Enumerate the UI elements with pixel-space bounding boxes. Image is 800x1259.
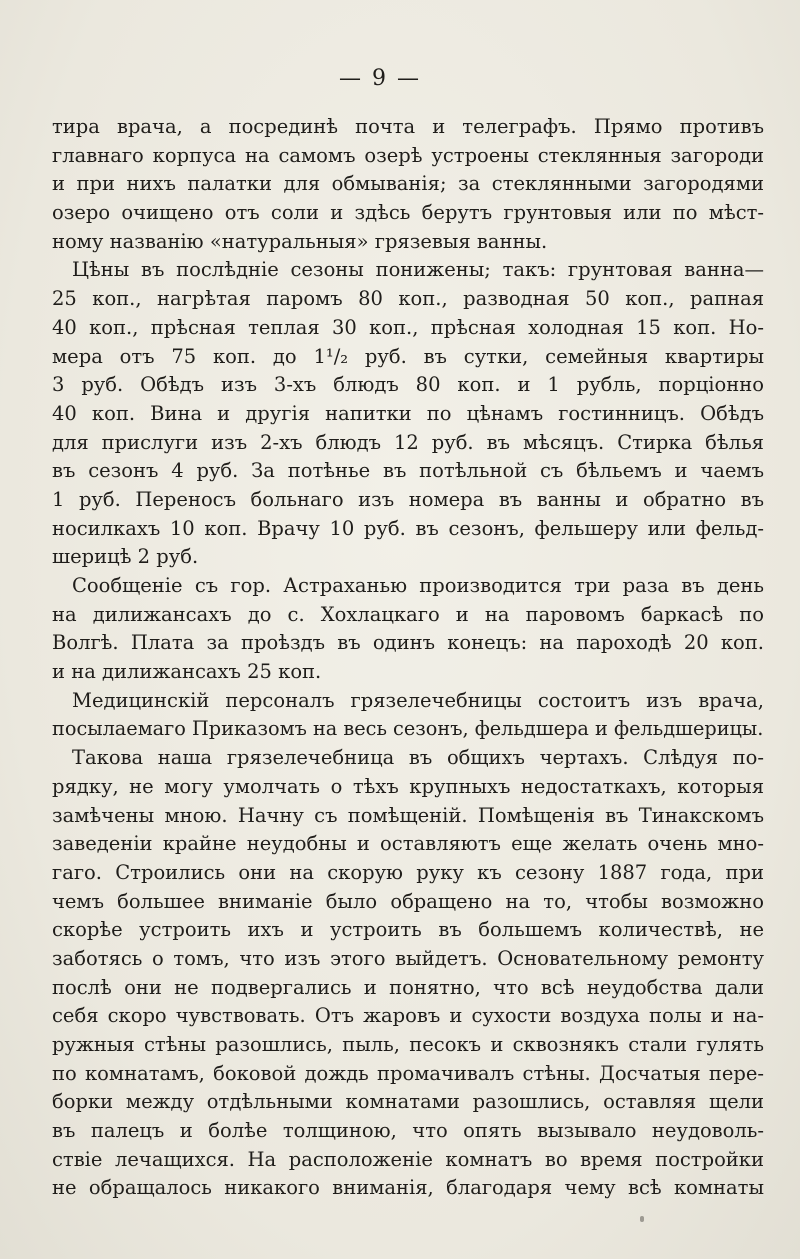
text-line: озеро очищено отъ соли и здѣсь берутъ грунтовыя или по мѣст- [52, 201, 764, 225]
text-line: Цѣны въ послѣдніе сезоны понижены; такъ: грунтовая ванна— [72, 258, 764, 282]
text-line: замѣчены мною. Начну съ помѣщеній. Помѣщенія въ Тинакскомъ [52, 803, 764, 827]
text-line: на дилижансахъ до с. Хохлацкаго и на паровомъ баркасѣ по [52, 602, 764, 626]
text-line: чемъ большее вниманіе было обращено на то, чтобы возможно [52, 889, 764, 913]
text-line: въ палецъ и болѣе толщиною, что опять вызывало неудоволь- [52, 1119, 764, 1143]
text-line: 40 коп. Вина и другія напитки по цѣнамъ гостинницъ. Обѣдъ [52, 401, 764, 425]
text-line: не обращалось никакого вниманія, благодаря чему всѣ комнаты [52, 1176, 764, 1200]
text-line: 3 руб. Обѣдъ изъ 3-хъ блюдъ 80 коп. и 1 рубль, порціонно [52, 373, 764, 397]
text-line: ружныя стѣны разошлись, пыль, песокъ и сквознякъ стали гулять [52, 1033, 764, 1056]
text-line: заботясь о томъ, что изъ этого выйдетъ. Основательному ремонту [52, 946, 764, 970]
paper-speck [640, 1216, 644, 1222]
text-line: носилкахъ 10 коп. Врачу 10 руб. въ сезонъ, фельшеру или фельд- [52, 516, 764, 540]
text-line: Такова наша грязелечебница въ общихъ чертахъ. Слѣдуя по- [72, 746, 764, 770]
text-line: послѣ они не подвергались и понятно, что всѣ неудобства дали [52, 975, 764, 999]
text-line: рядку, не могу умолчать о тѣхъ крупныхъ недостаткахъ, которыя [52, 774, 764, 798]
text-line: для прислуги изъ 2-хъ блюдъ 12 руб. въ мѣсяцъ. Стирка бѣлья [52, 430, 764, 454]
text-line: и при нихъ палатки для обмыванія; за стеклянными загородями [52, 172, 764, 196]
text-line: скорѣе устроить ихъ и устроить въ большемъ количествѣ, не [52, 918, 764, 942]
text-line: посылаемаго Приказомъ на весь сезонъ, фельдшера и фельдшерицы. [52, 717, 764, 741]
body-text [52, 113, 764, 1203]
text-line: въ сезонъ 4 руб. За потѣнье въ потѣльной съ бѣльемъ и чаемъ [52, 459, 764, 483]
text-line: борки между отдѣльными комнатами разошлись, оставляя щели [52, 1090, 764, 1114]
text-line: себя скоро чувствовать. Отъ жаровъ и сухости воздуха полы и на- [52, 1004, 764, 1028]
text-line: главнаго корпуса на самомъ озерѣ устроены стеклянныя загороди [52, 143, 764, 167]
text-line: мера отъ 75 коп. до 1¹/₂ руб. въ сутки, семейныя квартиры [52, 344, 764, 368]
text-line: заведеніи крайне неудобны и оставляютъ еще желать очень мно- [52, 832, 764, 856]
text-line: Волгѣ. Плата за проѣздъ въ одинъ конецъ: на пароходѣ 20 коп. [52, 631, 764, 655]
text-line: 25 коп., нагрѣтая паромъ 80 коп., разводная 50 коп., рапная [52, 287, 764, 311]
text-line: и на дилижансахъ 25 коп. [52, 660, 322, 684]
text-line: тира врача, а посрединѣ почта и телеграфъ. Прямо противъ [52, 115, 764, 138]
text-line: 1 руб. Переносъ больнаго изъ номера въ ванны и обратно въ [52, 487, 764, 511]
text-line: 40 коп., прѣсная теплая 30 коп., прѣсная холодная 15 коп. Но- [52, 315, 764, 339]
text-line: гаго. Строились они на скорую руку къ сезону 1887 года, при [52, 860, 764, 884]
text-line: Сообщеніе съ гор. Астраханью производится три раза въ день [72, 574, 764, 597]
text-line: шерицѣ 2 руб. [52, 545, 199, 569]
text-line: ствіе лечащихся. На расположеніе комнатъ во время постройки [52, 1147, 764, 1171]
page-number: — 9 — [339, 66, 421, 91]
text-line: ному названію «натуральныя» грязевыя ванны. [52, 229, 548, 253]
text-line: по комнатамъ, боковой дождь промачивалъ стѣны. Досчатыя пере- [52, 1061, 764, 1085]
text-line: Медицинскій персоналъ грязелечебницы состоитъ изъ врача, [72, 688, 764, 712]
